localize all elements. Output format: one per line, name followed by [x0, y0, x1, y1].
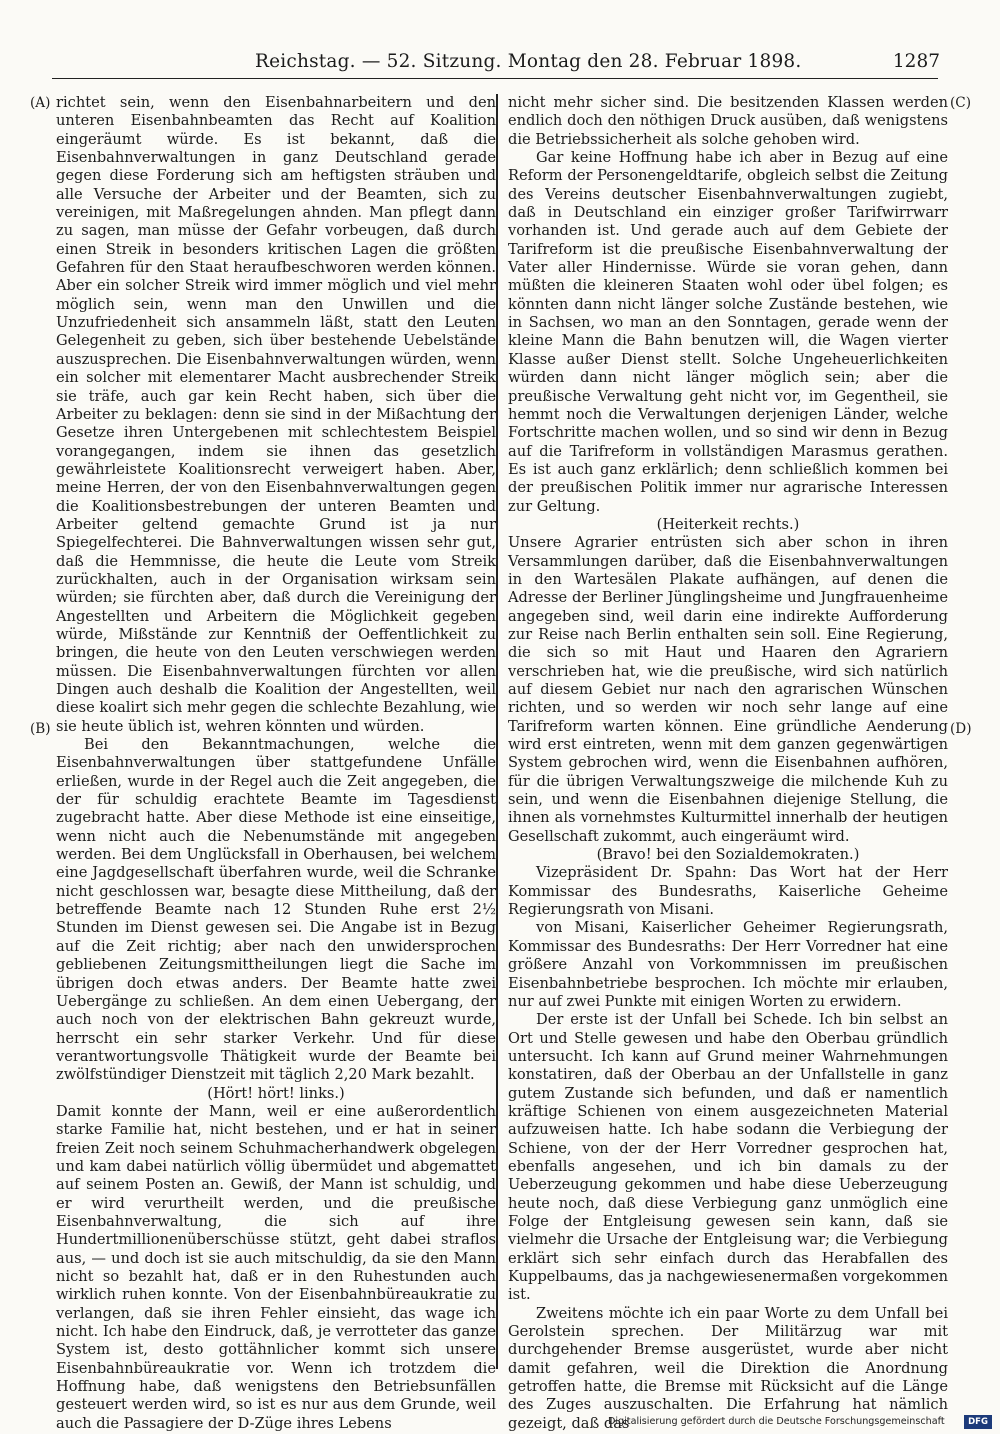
paragraph: Unsere Agrarier entrüsten sich aber schon in ihren Versammlungen darüber, daß die Eisenbahnverwaltungen in den Wartesälen Plakate aufhängen, auf denen die Adresse der Berliner Jünglingsheime und Jungfrauenheime angegeben sind, weil darin eine indirekte Aufforderung zur Reise nach Berlin enthalten sein soll. Eine Regierung, die sich so mit Haut und Haaren den Agrariern verschrieben hat, wie die preußische, wird sich natürlich auf diesem Gebiet nur nach den agrarischen Wünschen richten, und so werden wir noch sehr lange auf eine Tarifreform warten können. Eine gründliche Aenderung wird erst eintreten, wenn mit dem ganzen gegenwärtigen System gebrochen wird, wenn die Eisenbahnen aufhören, für die übrigen Verwaltungszweige die milchende Kuh zu sein, und wenn die Eisenbahnen diejenige Stellung, die ihnen als vornehmstes Kulturmittel innerhalb der heutigen Gesellschaft zukommt, auch eingeräumt wird.	[508, 534, 948, 845]
footer-credit: Digitalisierung gefördert durch die Deutsche Forschungsgemeinschaft	[608, 1416, 945, 1427]
speaker-paragraph: Vizepräsident Dr. Spahn: Das Wort hat der Herr Kommissar des Bundesraths, Kaiserliche Geheime Regierungsrath von Misani.	[508, 864, 948, 919]
header-rule	[52, 78, 938, 79]
column-divider	[496, 94, 498, 1369]
interjection: (Hört! hört! links.)	[207, 1084, 345, 1102]
paragraph: Gar keine Hoffnung habe ich aber in Bezug auf eine Reform der Personengeldtarife, obgleich selbst die Zeitung des Vereins deutscher Eisenbahnverwaltungen zugiebt, daß in Deutschland ein einziger großer Tarifwirrwarr vorhanden ist. Und gerade auch auf dem Gebiete der Tarifreform ist die preußische Eisenbahnverwaltung der Vater aller Hindernisse. Würde sie voran gehen, dann müßten die kleineren Staaten wohl oder übel folgen; es könnten dann nicht länger solche Zustände bestehen, wie in Sachsen, wo man an den Sonntagen, gerade wenn der kleine Mann die Bahn benutzen will, die Wagen vierter Klasse außer Dienst stellt. Solche Ungeheuerlichkeiten würden dann nicht länger möglich sein; aber die preußische Verwaltung geht nicht vor, im Gegentheil, sie hemmt noch die Verwaltungen derjenigen Länder, welche Fortschritte machen wollen, und so sind wir denn in Bezug auf die Tarifreform in vollständigen Marasmus gerathen. Es ist auch ganz erklärlich; denn schließlich kommen bei der preußischen Politik immer nur agrarische Interessen zur Geltung.	[508, 149, 948, 515]
paragraph: richtet sein, wenn den Eisenbahnarbeitern und den unteren Eisenbahnbeamten das Recht auf Koalition eingeräumt würde. Es ist bekannt, daß die Eisenbahnverwaltungen in ganz Deutschland gerade gegen diese Forderung sich am heftigsten sträuben und alle Versuche der Arbeiter und der Beamten, sich zu vereinigen, mit Maßregelungen ahnden. Man pflegt dann zu sagen, man müsse der Gefahr vorbeugen, daß durch einen Streik in besonders kritischen Lagen die größten Gefahren für den Staat heraufbeschworen werden können. Aber ein solcher Streik wird immer möglich und viel mehr möglich sein, wenn man den Unwillen und die Unzufriedenheit sich ansammeln läßt, statt den Leuten Gelegenheit zu geben, sich über bestehende Uebelstände auszusprechen. Die Eisenbahnverwaltungen würden, wenn ein solcher mit elementarer Macht ausbrechender Streik sie träfe, auch gar kein Recht haben, sich über die Arbeiter zu beklagen: denn sie sind in der Mißachtung der Gesetze ihren Untergebenen mit schlechtestem Beispiel vorangegangen, indem sie ihnen das gesetzlich gewährleistete Koalitionsrecht verweigert haben. Aber, meine Herren, der von den Eisenbahnverwaltungen gegen die Koalitionsbestrebungen der unteren Beamten und Arbeiter geltend gemachte Grund ist ja nur Spiegelfechterei. Die Bahnverwaltungen wissen sehr gut, daß die Hemmnisse, die heute die Leute vom Streik zurückhalten, auch in der Organisation wirksam sein würden; sie fürchten aber, daß durch die Vereinigung der Angestellten und Arbeitern die Möglichkeit gegeben würde, Mißstände zur Kenntniß der Oeffentlichkeit zu bringen, die heute von den Leuten verschwiegen werden müssen. Die Eisenbahnverwaltungen fürchten vor allen Dingen auch deshalb die Koalition der Angestellten, weil diese koalirt sich mehr gegen die schlechte Bezahlung, wie sie heute üblich ist, wehren könnten und würden.	[56, 94, 496, 735]
paragraph: Der erste ist der Unfall bei Schede. Ich bin selbst an Ort und Stelle gewesen und habe den Oberbau gründlich untersucht. Ich kann auf Grund meiner Wahrnehmungen konstatiren, daß der Oberbau an der Unfallstelle in ganz gutem Zustande sich befunden, und daß er namentlich kräftige Schienen von einem ausgezeichneten Material aufzuweisen hatte. Ich habe sodann die Verbiegung der Schiene, von der der Herr Vorredner gesprochen hat, ebenfalls angesehen, und ich bin damals zu der Ueberzeugung gekommen und habe diese Ueberzeugung heute noch, daß diese Verbiegung ganz unmöglich eine Folge der Entgleisung gewesen sein kann, daß sie vielmehr die Ursache der Entgleisung war; die Verbiegung erklärt sich sehr einfach durch das Herabfallen des Kuppelbaums, das ja nachgewiesenermaßen vorgekommen ist.	[508, 1011, 948, 1304]
paragraph: Bei den Bekanntmachungen, welche die Eisenbahnverwaltungen über stattgefundene Unfälle erließen, wurde in der Regel auch die Zeit angegeben, die der für schuldig erachtete Beamte im Tagesdienst zugebracht hatte. Aber diese Methode ist eine einseitige, wenn nicht auch die Nebenumstände mit angegeben werden. Bei dem Unglücksfall in Oberhausen, bei welchem eine Jagdgesellschaft überfahren wurde, weil die Schranke nicht geschlossen war, besagte diese Mittheilung, daß der betreffende Beamte nach 12 Stunden Ruhe erst 2½ Stunden im Dienst gewesen sei. Die Angabe ist in Bezug auf die Zeit richtig; aber nach den unwidersprochen gebliebenen Zeitungsmittheilungen liegt die Sache im übrigen doch etwas anders. Der Beamte hatte zwei Uebergänge zu schließen. An dem einen Uebergang, der auch noch von der elektrischen Bahn gekreuzt wurde, herrscht ein sehr starker Verkehr. Und für diese verantwortungsvolle Thätigkeit wurde der Beamte bei zwölfstündiger Dienstzeit mit täglich 2,20 Mark bezahlt.	[56, 736, 496, 1084]
interjection: (Heiterkeit rechts.)	[656, 515, 800, 533]
margin-label-c: (C)	[950, 95, 972, 111]
page-number: 1287	[892, 51, 940, 72]
header-title: Reichstag. — 52. Sitzung. Montag den 28. Februar 1898.	[255, 51, 802, 72]
paragraph: Zweitens möchte ich ein paar Worte zu dem Unfall bei Gerolstein sprechen. Der Militärzug war mit durchgehender Bremse ausgerüstet, wurde aber nicht damit gefahren, weil die Direktion die Anordnung getroffen hatte, die Bremse mit Rücksicht auf die Länge des Zuges auszuschalten. Die Erfahrung hat nämlich gezeigt, daß das	[508, 1304, 948, 1432]
left-column	[56, 94, 496, 1432]
margin-label-d: (D)	[950, 721, 972, 737]
interjection: (Bravo! bei den Sozialdemokraten.)	[596, 846, 860, 864]
paragraph: Damit konnte der Mann, weil er eine außerordentlich starke Familie hat, nicht bestehen, und er hat in seiner freien Zeit noch seinem Schuhmacherhandwerk obgelegen und kam dabei natürlich völlig übermüdet und abgemattet auf seinem Posten an. Gewiß, der Mann ist schuldig, und er wird verurtheilt werden, und die preußische Eisenbahnverwaltung, die sich auf ihre Hundertmillionenüberschüsse stützt, geht dabei straflos aus, — und doch ist sie auch mitschuldig, da sie den Mann nicht so bezahlt hat, daß er in den Ruhestunden auch wirklich ruhen konnte. Von der Eisenbahnbüreaukratie zu verlangen, daß sie ihren Fehler einsieht, das wage ich nicht. Ich habe den Eindruck, daß, je verrotteter das ganze System ist, desto gottähnlicher kommt sich unsere Eisenbahnbüreaukratie vor. Wenn ich trotzdem die Hoffnung habe, daß wenigstens den Betriebsunfällen gesteuert werden wird, so ist es nur aus dem Grunde, weil auch die Passagiere der D-Züge ihres Lebens	[56, 1102, 496, 1432]
dfg-logo-icon: DFG	[964, 1415, 992, 1429]
paragraph: nicht mehr sicher sind. Die besitzenden Klassen werden endlich doch den nöthigen Druck ausüben, daß wenigstens die Betriebssicherheit als solche gehoben wird.	[508, 94, 948, 148]
margin-label-a: (A)	[30, 95, 51, 111]
page-header	[50, 50, 940, 74]
footer	[604, 1412, 1000, 1432]
margin-label-b: (B)	[30, 721, 51, 737]
speaker-paragraph: von Misani, Kaiserlicher Geheimer Regierungsrath, Kommissar des Bundesraths: Der Herr Vorredner hat eine größere Anzahl von Vorkommnissen im preußischen Eisenbahnbetriebe besprochen. Ich möchte mir erlauben, nur auf zwei Punkte mit einigen Worten zu erwidern.	[508, 919, 948, 1010]
